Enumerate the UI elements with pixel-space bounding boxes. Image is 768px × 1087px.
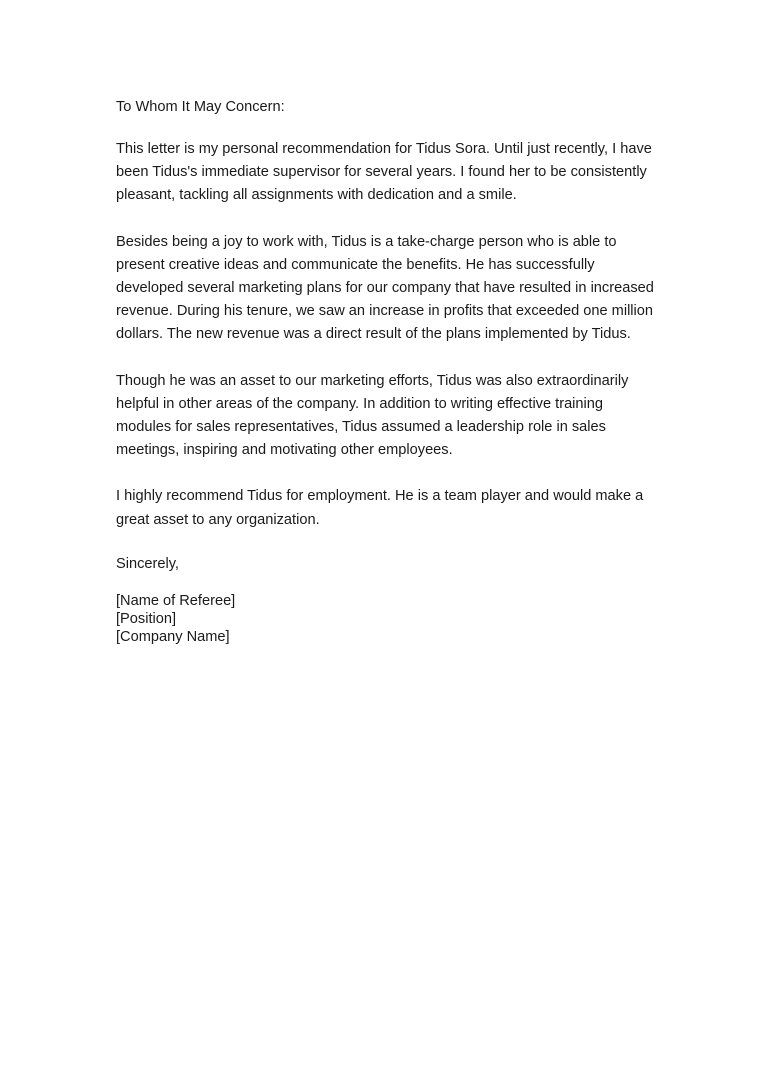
paragraph-marketing-achievements: Besides being a joy to work with, Tidus is a take-charge person who is able to present creative ideas and communicate the benefits. He has successfully developed several marketing plans for our company that have resulted in increased revenue. During his tenure, we saw an increase in profits that exceeded one million dollars. The new revenue was a direct result of the plans implemented by Tidus. [116,233,654,343]
salutation: To Whom It May Concern: [116,99,285,115]
recommendation-letter [116,98,661,646]
paragraph-other-contributions: Though he was an asset to our marketing efforts, Tidus was also extraordinarily helpful in other areas of the company. In addition to writing effective training modules for sales representatives, Tidus assumed a leadership role in sales meetings, inspiring and motivating other employees. [116,372,629,459]
closing: Sincerely, [116,555,179,572]
signature-block [116,592,661,646]
referee-position: [Position] [116,610,177,627]
paragraph-recommendation-intro: This letter is my personal recommendation for Tidus Sora. Until just recently, I have been Tidus's immediate supervisor for several years. I found her to be consistently pleasant, tackling all assignments with dedication and a smile. [116,141,652,204]
referee-company: [Company Name] [116,628,230,645]
paragraph-final-recommendation: I highly recommend Tidus for employment. He is a team player and would make a great asset to any organization. [116,488,644,528]
referee-name: [Name of Referee] [116,592,236,609]
